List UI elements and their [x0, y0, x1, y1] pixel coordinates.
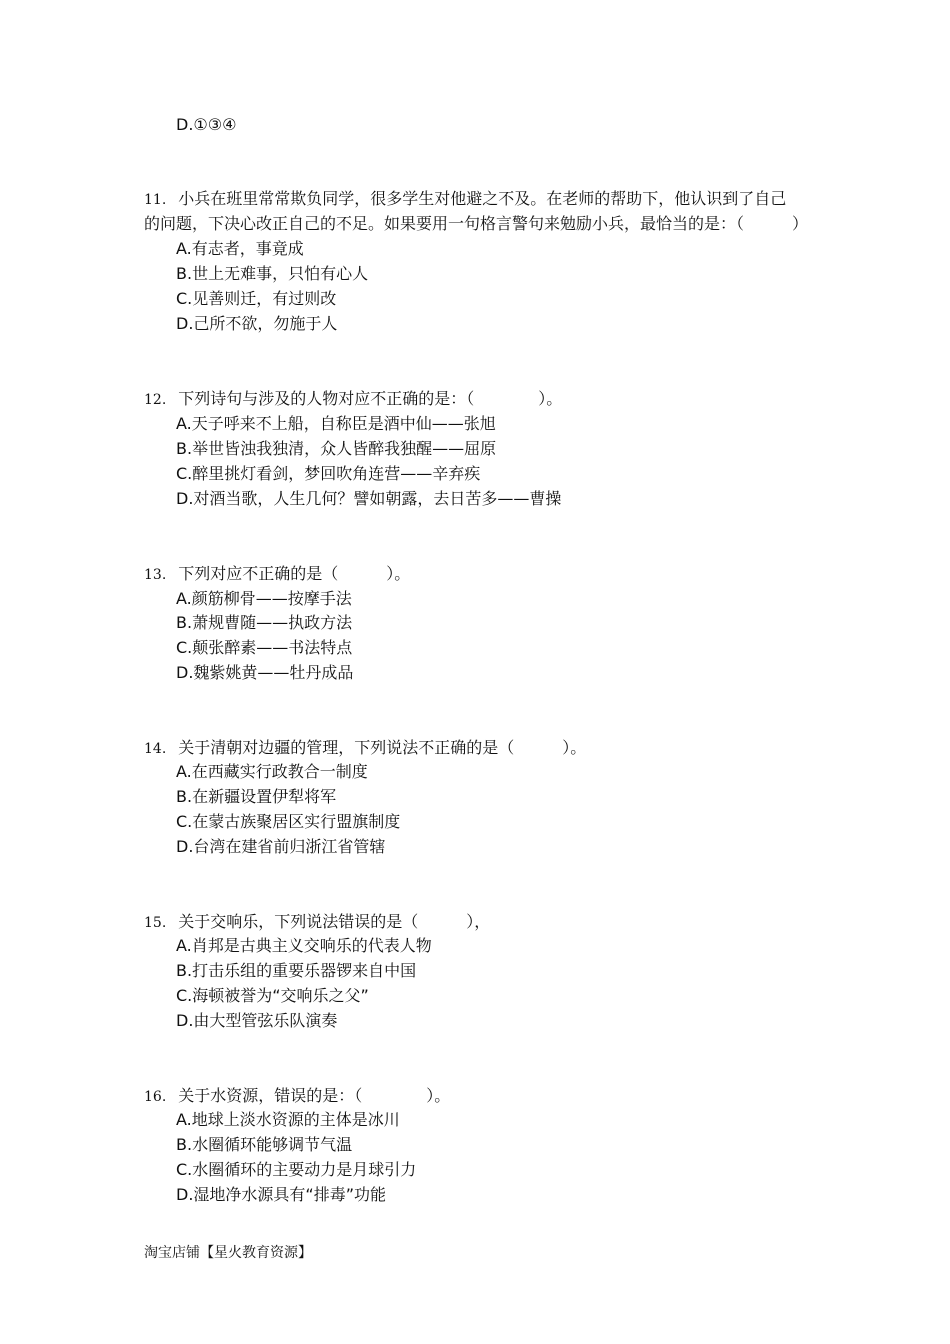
q15-option-c: C.海顿被誉为“交响乐之父” — [176, 986, 369, 1005]
q13-option-a: A.颜筋柳骨——按摩手法 — [176, 589, 352, 608]
q14-text: 关于清朝对边疆的管理，下列说法不正确的是（ ）。 — [178, 738, 587, 757]
q13-option-c: C.颠张醉素——书法特点 — [176, 638, 353, 657]
q11-stem-line2: 的问题，下决心改正自己的不足。如果要用一句格言警句来勉励小兵，最恰当的是：（ ） — [144, 214, 809, 233]
q12-option-b: B.举世皆浊我独清，众人皆醉我独醒——屈原 — [176, 439, 497, 458]
q14-option-c: C.在蒙古族聚居区实行盟旗制度 — [176, 812, 401, 831]
q12-text: 下列诗句与涉及的人物对应不正确的是：（ ）。 — [178, 389, 563, 408]
q14-number: 14. — [144, 741, 167, 757]
q16-option-b: B.水圈循环能够调节气温 — [176, 1135, 353, 1154]
q16-number: 16. — [144, 1089, 167, 1105]
q14-option-d: D.台湾在建省前归浙江省管辖 — [176, 837, 386, 856]
q16-option-c: C.水圈循环的主要动力是月球引力 — [176, 1160, 417, 1179]
q12-stem — [144, 388, 562, 411]
q16-stem — [144, 1085, 450, 1108]
q11-option-a: A.有志者，事竟成 — [176, 239, 304, 258]
q12-number: 12. — [144, 392, 167, 408]
q11-option-d: D.己所不欲，勿施于人 — [176, 314, 338, 333]
q14-option-a: A.在西藏实行政教合一制度 — [176, 762, 368, 781]
q13-option-d: D.魏紫姚黄——牡丹成品 — [176, 663, 354, 682]
q11-stem-line1 — [144, 188, 786, 211]
q16-text: 关于水资源，错误的是：（ ）。 — [178, 1086, 451, 1105]
q15-option-a: A.肖邦是古典主义交响乐的代表人物 — [176, 936, 432, 955]
q14-stem — [144, 737, 586, 760]
q13-stem — [144, 563, 410, 586]
q12-option-c: C.醉里挑灯看剑，梦回吹角连营——辛弃疾 — [176, 464, 481, 483]
q12-option-a: A.天子呼来不上船，自称臣是酒中仙——张旭 — [176, 414, 496, 433]
q15-option-b: B.打击乐组的重要乐器锣来自中国 — [176, 961, 417, 980]
q16-option-a: A.地球上淡水资源的主体是冰川 — [176, 1110, 400, 1129]
q10-option-d: D.①③④ — [176, 115, 237, 134]
q13-text: 下列对应不正确的是（ ）。 — [178, 564, 411, 583]
q11-text-line1: 小兵在班里常常欺负同学，很多学生对他避之不及。在老师的帮助下，他认识到了自己 — [178, 189, 787, 208]
q15-option-d: D.由大型管弦乐队演奏 — [176, 1011, 338, 1030]
q15-text: 关于交响乐，下列说法错误的是（ ）， — [178, 912, 491, 931]
q15-stem — [144, 911, 490, 934]
q11-option-b: B.世上无难事，只怕有心人 — [176, 264, 369, 283]
q11-number: 11. — [144, 192, 167, 208]
q15-number: 15. — [144, 915, 167, 931]
page-footer: 淘宝店铺【星火教育资源】 — [144, 1245, 312, 1261]
q13-number: 13. — [144, 567, 167, 583]
q16-option-d: D.湿地净水源具有“排毒”功能 — [176, 1185, 386, 1204]
q14-option-b: B.在新疆设置伊犁将军 — [176, 787, 337, 806]
q11-option-c: C.见善则迁，有过则改 — [176, 289, 337, 308]
q13-option-b: B.萧规曹随——执政方法 — [176, 613, 353, 632]
q12-option-d: D.对酒当歌，人生几何？譬如朝露，去日苦多——曹操 — [176, 489, 562, 508]
